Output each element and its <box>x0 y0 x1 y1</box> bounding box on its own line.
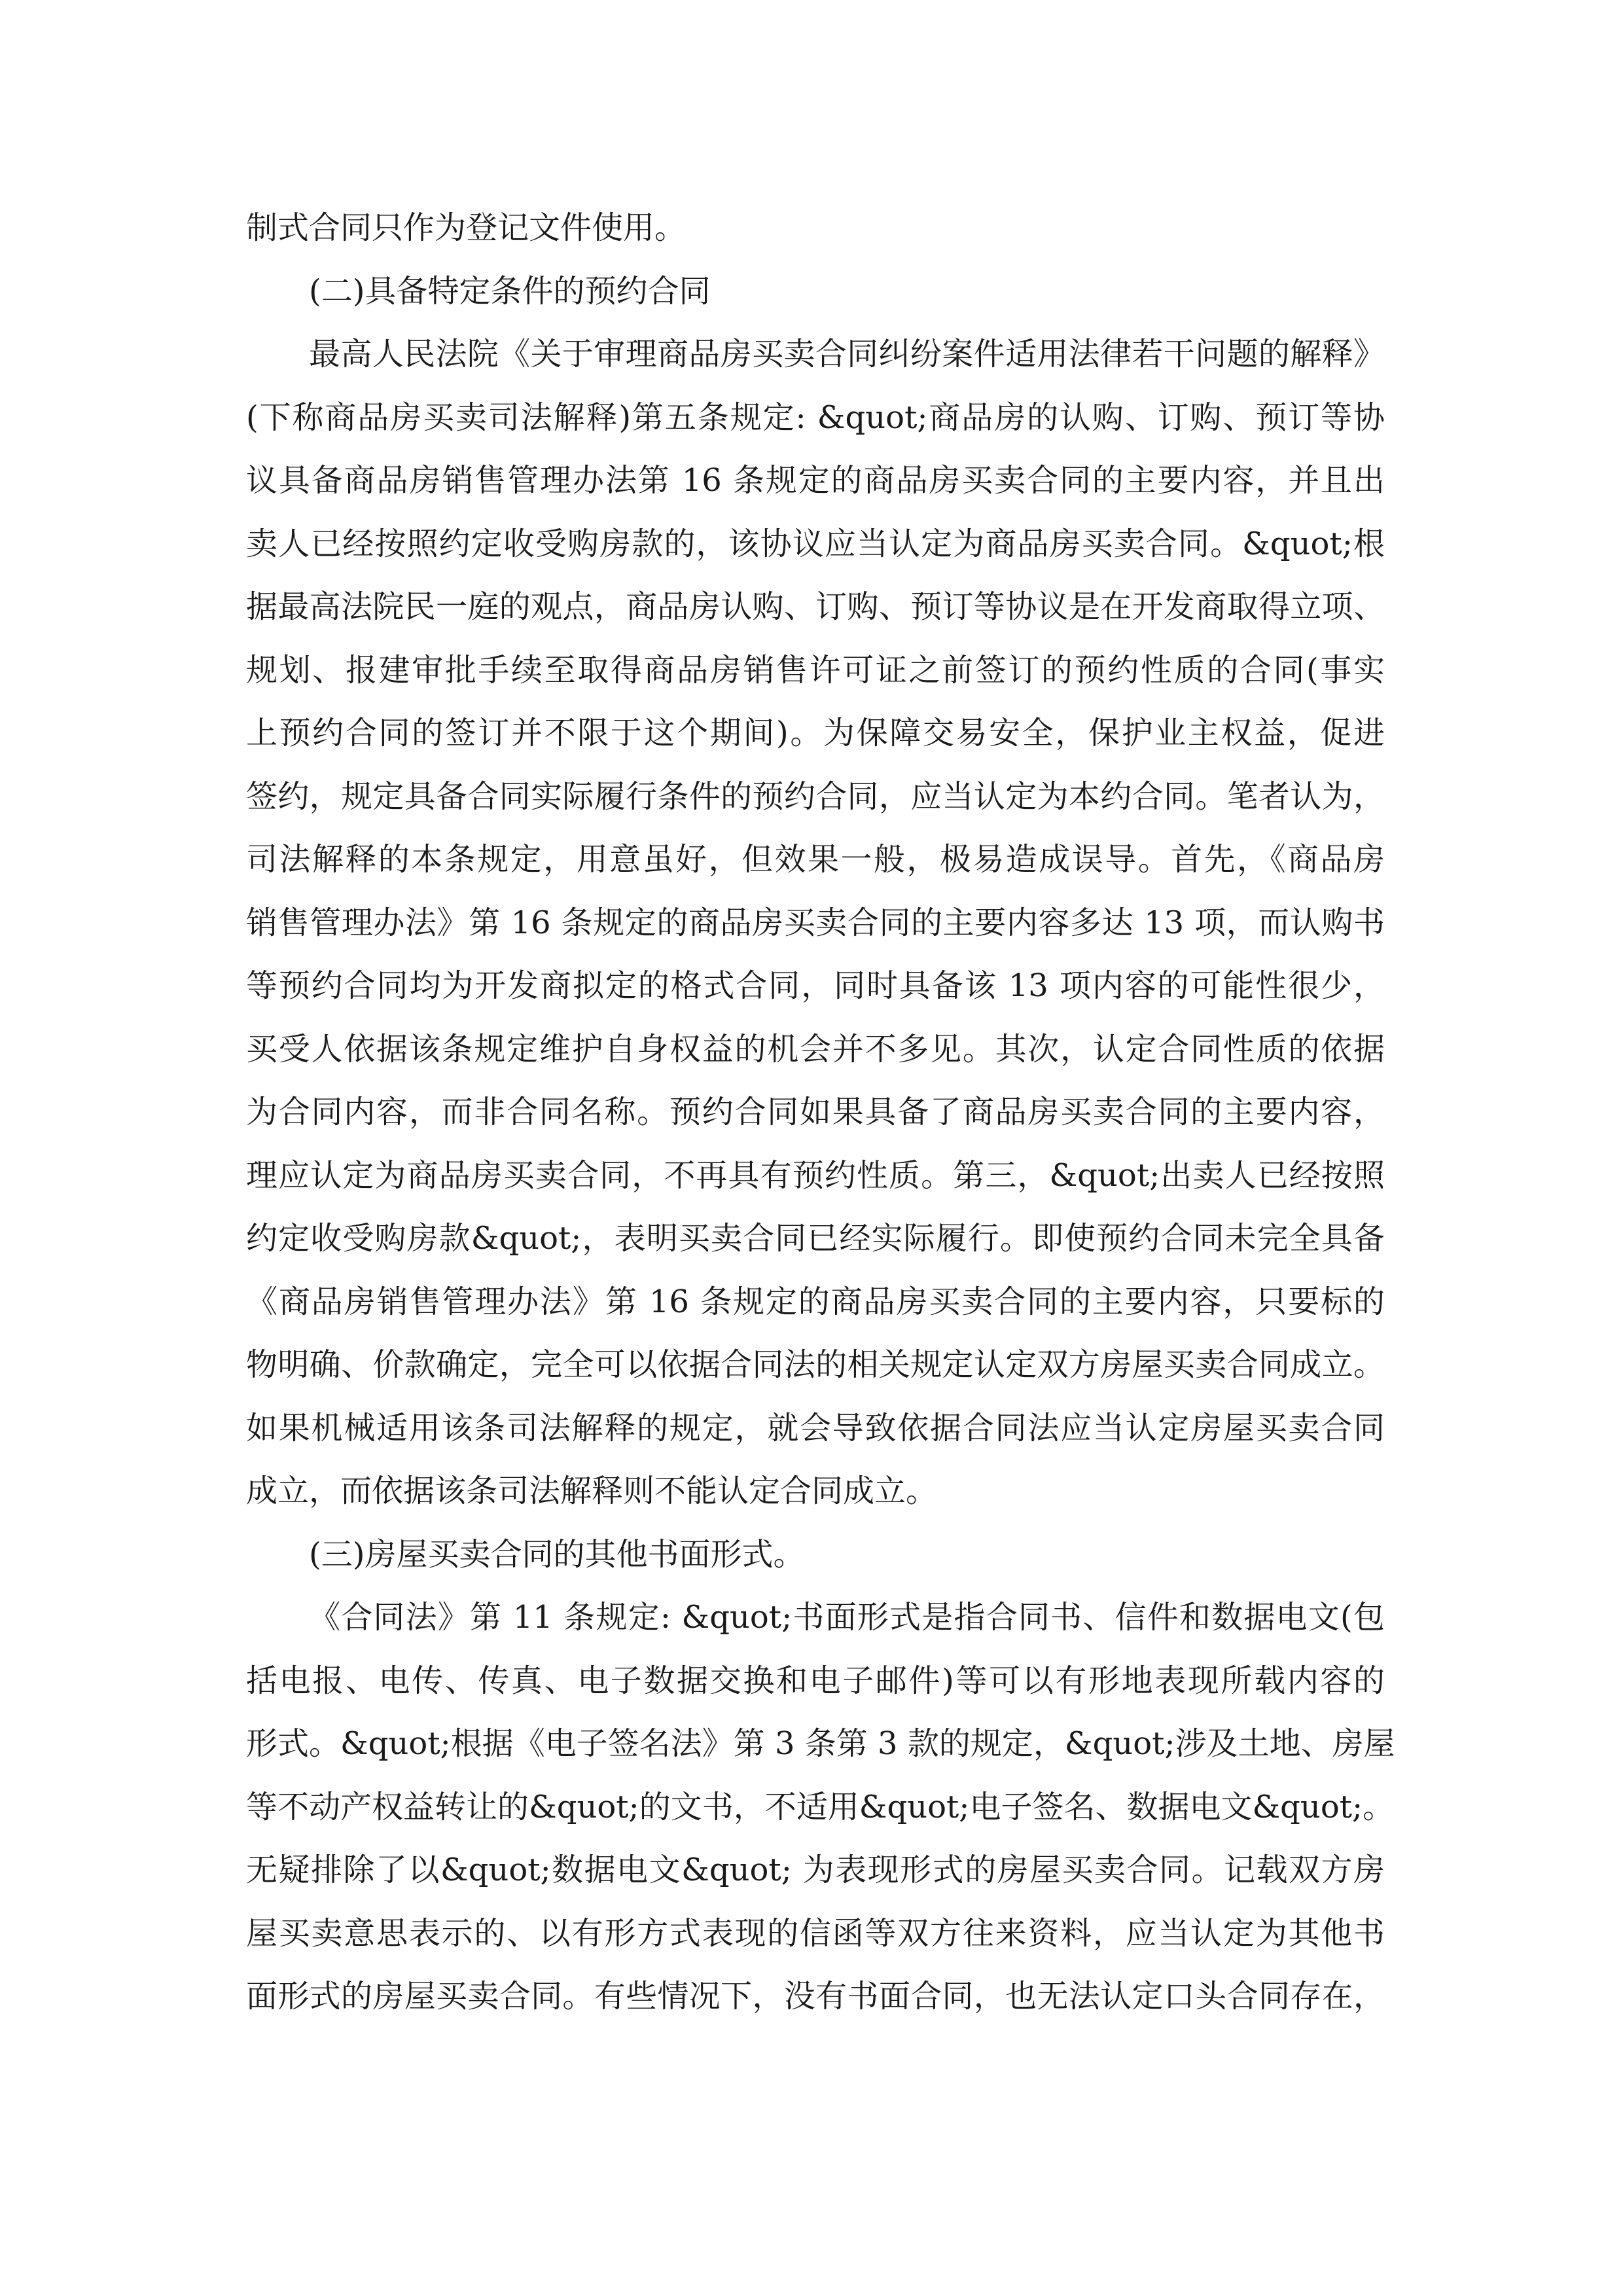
text-line: 销售管理办法》第 16 条规定的商品房买卖合同的主要内容多达 13 项，而认购书 <box>246 904 1385 941</box>
text-line: 形式。&quot;根据《电子签名法》第 3 条第 3 款的规定，&quot;涉及土地、房屋 <box>246 1725 1395 1762</box>
text-line: 屋买卖意思表示的、以有形方式表现的信函等双方往来资料，应当认定为其他书 <box>246 1914 1385 1952</box>
text-line: 等预约合同均为开发商拟定的格式合同，同时具备该 13 项内容的可能性很少， <box>246 967 1385 1004</box>
text-line: (下称商品房买卖司法解释)第五条规定: &quot;商品房的认购、订购、预订等协 <box>246 399 1385 436</box>
text-line: 如果机械适用该条司法解释的规定，就会导致依据合同法应当认定房屋买卖合同 <box>246 1409 1385 1446</box>
text-line: 议具备商品房销售管理办法第 16 条规定的商品房买卖合同的主要内容，并且出 <box>246 462 1385 499</box>
text-line: 最高人民法院《关于审理商品房买卖合同纠纷案件适用法律若干问题的解释》 <box>309 336 1385 372</box>
text-line: 理应认定为商品房买卖合同，不再具有预约性质。第三，&quot;出卖人已经按照 <box>246 1157 1385 1194</box>
text-line: 面形式的房屋买卖合同。有些情况下，没有书面合同，也无法认定口头合同存在， <box>246 1978 1385 2015</box>
text-line: 物明确、价款确定，完全可以依据合同法的相关规定认定双方房屋买卖合同成立。 <box>246 1346 1385 1383</box>
text-line: 制式合同只作为登记文件使用。 <box>246 209 687 246</box>
text-line: 卖人已经按照约定收受购房款的，该协议应当认定为商品房买卖合同。&quot;根 <box>246 525 1385 562</box>
text-line: 约定收受购房款&quot;，表明买卖合同已经实际履行。即使预约合同未完全具备 <box>246 1220 1385 1257</box>
text-line: 规划、报建审批手续至取得商品房销售许可证之前签订的预约性质的合同(事实 <box>246 651 1385 689</box>
text-line: 《合同法》第 11 条规定: &quot;书面形式是指合同书、信件和数据电文(包 <box>309 1599 1385 1636</box>
text-line: 司法解释的本条规定，用意虽好，但效果一般，极易造成误导。首先，《商品房 <box>246 841 1385 878</box>
text-line: 上预约合同的签订并不限于这个期间)。为保障交易安全，保护业主权益，促进 <box>246 715 1385 751</box>
text-line: 等不动产权益转让的&quot;的文书，不适用&quot;电子签名、数据电文&quot;。 <box>246 1788 1395 1825</box>
document-body <box>246 196 1395 2028</box>
text-line: 签约，规定具备合同实际履行条件的预约合同，应当认定为本约合同。笔者认为， <box>246 778 1385 815</box>
text-line: 《商品房销售管理办法》第 16 条规定的商品房买卖合同的主要内容，只要标的 <box>246 1283 1385 1320</box>
text-line: 据最高法院民一庭的观点，商品房认购、订购、预订等协议是在开发商取得立项、 <box>246 588 1385 625</box>
text-line: 括电报、电传、传真、电子数据交换和电子邮件)等可以有形地表现所载内容的 <box>246 1662 1385 1699</box>
section-heading: (二)具备特定条件的预约合同 <box>309 272 711 310</box>
text-line: 无疑排除了以&quot;数据电文&quot; 为表现形式的房屋买卖合同。记载双方房 <box>246 1852 1385 1888</box>
text-line: 成立，而依据该条司法解释则不能认定合同成立。 <box>246 1473 938 1509</box>
section-heading: (三)房屋买卖合同的其他书面形式。 <box>309 1535 805 1573</box>
text-line: 买受人依据该条规定维护自身权益的机会并不多见。其次，认定合同性质的依据 <box>246 1030 1385 1067</box>
text-line: 为合同内容，而非合同名称。预约合同如果具备了商品房买卖合同的主要内容， <box>246 1094 1385 1130</box>
